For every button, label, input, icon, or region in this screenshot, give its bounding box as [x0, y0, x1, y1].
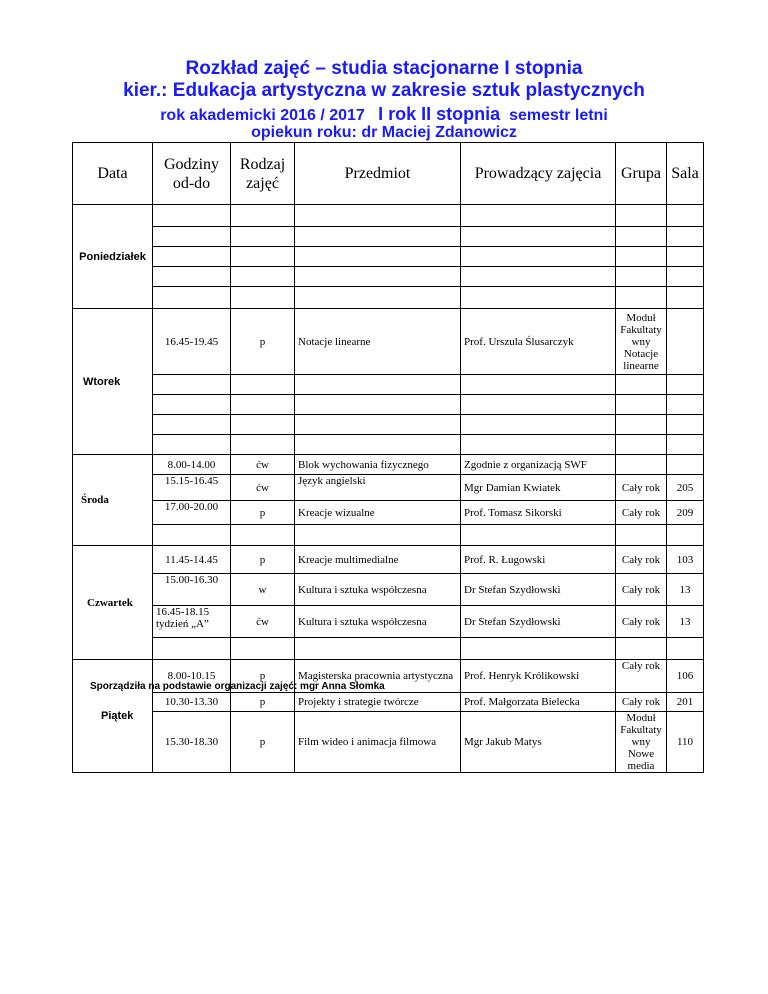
- col-header-type: Rodzaj zajęć: [231, 143, 295, 205]
- room-cell: [667, 455, 704, 475]
- type-cell: p: [231, 660, 295, 693]
- table-row: [73, 375, 704, 395]
- day-thursday: Czwartek: [73, 546, 153, 660]
- type-cell: p: [231, 712, 295, 773]
- group-cell: Cały rok: [616, 546, 667, 574]
- subject-cell: Kultura i sztuka współczesna: [295, 574, 461, 606]
- group-cell: Cały rok: [616, 475, 667, 501]
- room-cell: 209: [667, 501, 704, 525]
- type-cell: p: [231, 546, 295, 574]
- col-header-lecturer: Prowadzący zajęcia: [461, 143, 616, 205]
- year-level: I rok II stopnia: [378, 104, 501, 124]
- table-row: [73, 287, 704, 309]
- table-row: [73, 455, 704, 475]
- day-friday: Piątek: [73, 660, 153, 773]
- table-header-row: [73, 143, 704, 205]
- lecturer-cell: Zgodnie z organizacją SWF: [461, 455, 616, 475]
- year-supervisor: opiekun roku: dr Maciej Zdanowicz: [251, 124, 517, 141]
- hours-cell: 15.15-16.45: [153, 475, 231, 501]
- schedule-title: Rozkład zajęć – studia stacjonarne I stopnia: [185, 58, 583, 79]
- table-row: [73, 227, 704, 247]
- table-row: [73, 205, 704, 227]
- prepared-by-note: Sporządziła na podstawie organizacji zajęć: mgr Anna Słomka: [90, 681, 385, 692]
- subject-cell: Film wideo i animacja filmowa: [295, 712, 461, 773]
- subject-cell: Język angielski: [295, 475, 461, 501]
- hours-cell: 16.45-19.45: [153, 309, 231, 375]
- hours-cell: 16.45-18.15 tydzień „A”: [153, 606, 231, 638]
- day-tuesday: Wtorek: [73, 309, 153, 455]
- hours-cell: 17.00-20.00: [153, 501, 231, 525]
- col-header-hours: Godziny od-do: [153, 143, 231, 205]
- lecturer-cell: Dr Stefan Szydłowski: [461, 606, 616, 638]
- table-row: [73, 546, 704, 574]
- group-cell: Cały rok: [616, 574, 667, 606]
- room-cell: 106: [667, 660, 704, 693]
- group-cell: [616, 455, 667, 475]
- table-row: [73, 501, 704, 525]
- type-cell: p: [231, 693, 295, 712]
- hours-cell: 8.00-10.15: [153, 660, 231, 693]
- subject-cell: Kreacje multimedialne: [295, 546, 461, 574]
- room-cell: 13: [667, 606, 704, 638]
- room-cell: 103: [667, 546, 704, 574]
- group-cell: Cały rok: [616, 606, 667, 638]
- lecturer-cell: Prof. Małgorzata Bielecka: [461, 693, 616, 712]
- col-header-subject: Przedmiot: [295, 143, 461, 205]
- table-row: [73, 574, 704, 606]
- lecturer-cell: Prof. Henryk Królikowski: [461, 660, 616, 693]
- hours-cell: 8.00-14.00: [153, 455, 231, 475]
- group-cell: Moduł Fakultaty wny Notacje linearne: [616, 309, 667, 375]
- type-cell: ćw: [231, 455, 295, 475]
- lecturer-cell: Prof. Urszula Ślusarczyk: [461, 309, 616, 375]
- hours-cell: 15.30-18.30: [153, 712, 231, 773]
- type-cell: w: [231, 574, 295, 606]
- col-header-room: Sala: [667, 143, 704, 205]
- table-row: [73, 475, 704, 501]
- room-cell: 110: [667, 712, 704, 773]
- subject-cell: Magisterska pracownia artystyczna: [295, 660, 461, 693]
- table-row: [73, 309, 704, 375]
- col-header-group: Grupa: [616, 143, 667, 205]
- lecturer-cell: Mgr Jakub Matys: [461, 712, 616, 773]
- table-row: [73, 693, 704, 712]
- type-cell: ćw: [231, 606, 295, 638]
- table-row: [73, 395, 704, 415]
- table-row: [73, 415, 704, 435]
- room-cell: 201: [667, 693, 704, 712]
- table-row: [73, 606, 704, 638]
- type-cell: p: [231, 309, 295, 375]
- subject-cell: Notacje linearne: [295, 309, 461, 375]
- group-cell: Cały rok: [616, 693, 667, 712]
- subject-cell: Blok wychowania fizycznego: [295, 455, 461, 475]
- table-row: [73, 525, 704, 546]
- group-cell: Moduł Fakultaty wny Nowe media: [616, 712, 667, 773]
- day-wednesday: Środa: [73, 455, 153, 546]
- group-cell: Cały rok: [616, 660, 667, 693]
- lecturer-cell: Mgr Damian Kwiatek: [461, 475, 616, 501]
- academic-year-line: [0, 104, 768, 125]
- table-row: [73, 638, 704, 660]
- subject-cell: Kultura i sztuka współczesna: [295, 606, 461, 638]
- table-row: [73, 247, 704, 267]
- col-header-date: Data: [73, 143, 153, 205]
- type-cell: p: [231, 501, 295, 525]
- type-cell: ćw: [231, 475, 295, 501]
- lecturer-cell: Prof. Tomasz Sikorski: [461, 501, 616, 525]
- subject-cell: Kreacje wizualne: [295, 501, 461, 525]
- subject-cell: Projekty i strategie twórcze: [295, 693, 461, 712]
- group-cell: Cały rok: [616, 501, 667, 525]
- lecturer-cell: Prof. R. Ługowski: [461, 546, 616, 574]
- room-cell: 205: [667, 475, 704, 501]
- academic-year: rok akademicki 2016 / 2017: [160, 107, 365, 124]
- hours-cell: 15.00-16.30: [153, 574, 231, 606]
- schedule-table: [72, 142, 704, 773]
- lecturer-cell: Dr Stefan Szydłowski: [461, 574, 616, 606]
- field-of-study: kier.: Edukacja artystyczna w zakresie sztuk plastycznych: [123, 80, 645, 101]
- room-cell: 13: [667, 574, 704, 606]
- table-row: [73, 712, 704, 773]
- day-monday: Poniedziałek: [73, 205, 153, 309]
- semester: semestr letni: [509, 107, 608, 124]
- table-row: [73, 435, 704, 455]
- room-cell: [667, 309, 704, 375]
- hours-cell: 10.30-13.30: [153, 693, 231, 712]
- hours-cell: 11.45-14.45: [153, 546, 231, 574]
- table-row: [73, 267, 704, 287]
